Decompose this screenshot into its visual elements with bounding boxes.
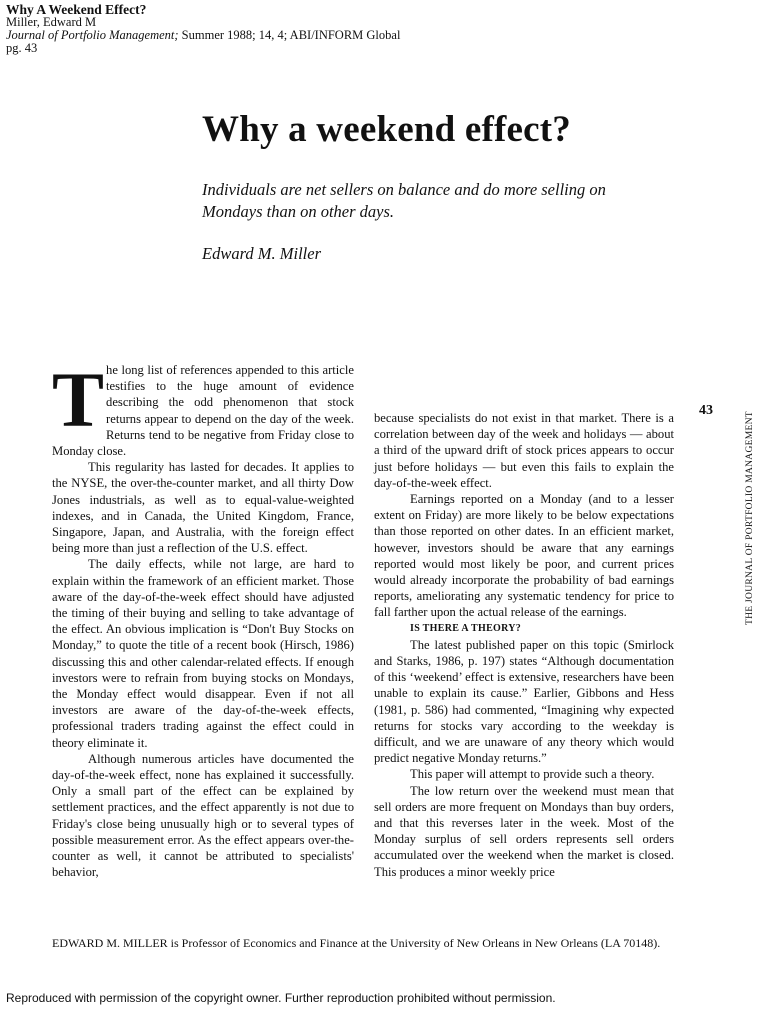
paragraph <box>52 356 354 459</box>
citation-source <box>6 29 400 42</box>
body-column-right <box>374 410 674 880</box>
drop-cap: T <box>52 356 105 443</box>
section-heading: IS THERE A THEORY? <box>410 622 522 634</box>
paragraph: The daily effects, while not large, are hard to explain within the framework of an efficient market. Those aware of the day-of-the-week effect should have adjusted the timing of their buying and selling to take advantage of the effect. An obvious implication is “Don't Buy Stocks on Monday,” to quote the title of a recent book (Hirsch, 1986) discussing this and other calendar-related effects. If enough investors were to refrain from buying stocks on Mondays, the Monday effect would disappear. Even if not all investors are aware of the day-of-the-week effects, professional traders trading against the effect could in theory eliminate it. <box>52 557 354 750</box>
page-number: 43 <box>699 403 713 418</box>
paragraph: This paper will attempt to provide such a theory. <box>410 767 655 782</box>
article-author: Edward M. Miller <box>202 244 322 263</box>
author-footnote: EDWARD M. MILLER is Professor of Economics and Finance at the University of New Orleans in New Orleans (LA 70148). <box>52 936 661 950</box>
citation-journal: Journal of Portfolio Management; <box>6 28 179 42</box>
citation-author: Miller, Edward M <box>6 15 97 29</box>
copyright-notice: Reproduced with permission of the copyright owner. Further reproduction prohibited without permission. <box>6 991 556 1005</box>
body-column-left <box>52 356 354 881</box>
citation-header <box>6 3 400 55</box>
journal-running-title: THE JOURNAL OF PORTFOLIO MANAGEMENT <box>745 411 755 625</box>
paragraph: because specialists do not exist in that market. There is a correlation between day of the week and holidays — about a third of the upward drift of stock prices appears to occur just before holidays — but even this fails to explain the day-of-the-week effect. <box>374 411 674 490</box>
paragraph: This regularity has lasted for decades. It applies to the NYSE, the over-the-counter market, and all thirty Dow Jones industrials, as well as to equal-value-weighted indexes, and in Canada, the United Kingdom, France, Singapore, Japan, and Australia, with the foreign effect being more than just a reflection of the U.S. effect. <box>52 460 354 556</box>
paragraph-text: he long list of references appended to this article testifies to the huge amount of evidence describing the odd phenomenon that stock returns appear to depend on the day of the week. Returns tend to be negative from Friday close to Monday close. <box>52 363 354 459</box>
paragraph: The latest published paper on this topic (Smirlock and Starks, 1986, p. 197) states “Although documentation of this ‘weekend’ effect is extensive, researchers have been unable to explain its cause.” Earlier, Gibbons and Hess (1981, p. 586) had commented, “Imagining why expected returns for stocks vary according to the weekday is difficult, and we are unaware of any theory which would predict negative Monday returns.” <box>374 637 674 766</box>
paragraph: The low return over the weekend must mean that sell orders are more frequent on Mondays than buy orders, and that this reverses later in the week. Most of the Monday surplus of sell orders represents sell orders accumulated over the weekend when the market is closed. This produces a minor weekly price <box>374 783 674 879</box>
article-subtitle: Individuals are net sellers on balance and do more selling on Mondays than on other days. <box>202 180 606 221</box>
paragraph: Although numerous articles have documented the day-of-the-week effect, none has explained it successfully. Only a small part of the effect can be explained by settlement practices, and the effect apparently is not due to Friday's close being unusually high or to several types of possible measurement error. As the effect appears over-the-counter as well, it cannot be attributed to specialists' behavior, <box>52 751 354 880</box>
citation-title: Why A Weekend Effect? <box>6 2 147 17</box>
paragraph: Earnings reported on a Monday (and to a lesser extent on Friday) are more likely to be below expectations than those reported on other dates. In an efficient market, however, investors should be aware that any earnings reported would most likely be poor, and current prices would already incorporate the probability of bad earnings reports, ameliorating any systematic tendency for price to fall farther upon the actual release of the earnings. <box>374 492 674 620</box>
citation-source-details: Summer 1988; 14, 4; ABI/INFORM Global <box>178 28 401 42</box>
article-title: Why a weekend effect? <box>202 109 571 150</box>
citation-page: pg. 43 <box>6 41 38 55</box>
